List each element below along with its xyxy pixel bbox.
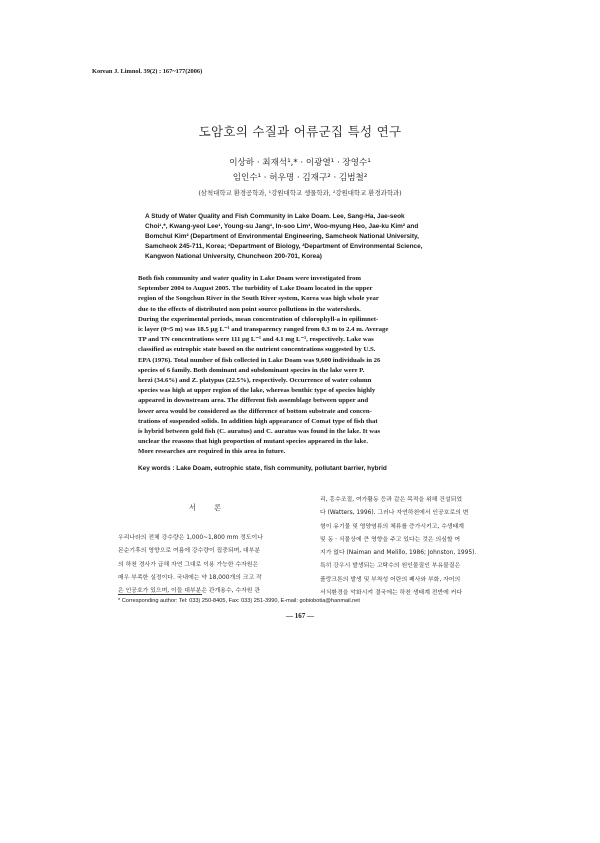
corresponding-author-footnote: * Corresponding author: Tel: 033) 250-8405, Fax: 033) 251-3990, E-mail: gobiobotia@hanmail.net (118, 598, 360, 604)
body-line: 및 동 · 식물상에 큰 영향을 주고 있다는 것은 의심할 여 (320, 536, 461, 543)
body-line: 특히 강우시 발생되는 고탁수의 원인물질인 부유물질은 (320, 563, 461, 570)
abstract-line: species of 6 family. Both dominant and subdominant species in the lake were P. (138, 366, 365, 374)
body-line: 우리나라의 전체 강수량은 1,000~1,800 mm 정도이나 (118, 535, 263, 541)
body-line: 지가 없다 (Naiman and Melillo, 1986; Johnston, 1995). (320, 550, 477, 557)
abstract-line: TP and TN concentrations were 111 μg L⁻¹ and 4.1 mg L⁻¹, respectively. Lake was (138, 336, 374, 344)
abstract-line: More researches are required in this area in future. (138, 448, 286, 456)
abstract-line: lower area would be considered as the difference of bottom substrate and concen- (138, 407, 372, 415)
body-line: 형이 유기물 및 영양염류의 체류를 증가시키고, 수생태계 (320, 523, 464, 530)
keywords: Key words : Lake Doam, eutrophic state, fish community, pollutant barrier, hybrid (138, 465, 387, 472)
affiliation: (삼척대학교 환경공학과, ¹강원대학교 생물학과, ²강원대학교 환경과학과) (198, 189, 402, 197)
body-line: 리, 홍수조절, 여가활동 등과 같은 목적을 위해 건설되었 (320, 497, 463, 503)
abstract-line: Both fish community and water quality in Lake Doam were investigated from (138, 275, 361, 282)
body-line: 플랑크톤의 발생 및 부착성 어란의 폐사와 부화, 자어의 (320, 576, 461, 583)
abstract-line: herzi (34.6%) and Z. platypus (22.5%), respectively. Occurrence of water column (138, 377, 372, 385)
english-header-line: Choi¹,*, Kwang-yeol Lee¹, Young-su Jang¹, In-soo Lim¹, Woo-myung Heo, Jae-ku Kim² and (145, 223, 419, 230)
english-header-line: Samcheok 245-711, Korea; ¹Department of Biology, ²Department of Environmental Science, (145, 243, 423, 250)
paper-title: 도암호의 수질과 어류군집 특성 연구 (198, 124, 402, 139)
body-line: 의 하천 경사가 급해 자연 그대로 이용 가능한 수자원은 (118, 561, 259, 568)
abstract-line: ic layer (0~5 m) was 18.5 μg L⁻¹ and transparency ranged from 0.3 m to 2.4 m. Average (138, 326, 389, 334)
abstract-line: During the experimental periods, mean concentration of chlorophyll-a in epilimnet- (138, 315, 379, 323)
abstract-line: EPA (1976). Total number of fish collected in Lake Doam was 9,600 individuals in 26 (138, 356, 381, 364)
right-column-text (320, 494, 520, 600)
english-title-block (145, 212, 465, 262)
abstract-line: region of the Songchun River in the South River system, Korea was high whole year (138, 295, 379, 303)
author-line-1: 이상하 · 최재석¹,* · 이광열¹ · 장영수¹ (229, 158, 371, 168)
footnote-divider (118, 594, 202, 595)
left-column-text (118, 532, 300, 598)
abstract-line: September 2004 to August 2005. The turbidity of Lake Doam located in the upper (138, 285, 373, 293)
body-line: 다 (Watters, 1996). 그러나 자연하천에서 인공호로의 변 (320, 510, 469, 517)
abstract-line: classified as eutrophic state based on the nutrient concentrations suggested by U.S. (138, 346, 376, 354)
abstract (138, 274, 468, 458)
journal-citation: Korean J. Limnol. 39(2) : 167~177(2006) (92, 68, 203, 75)
abstract-line: due to the effects of distributed non point source pollutions in the watersheds. (138, 305, 361, 313)
english-header-line: Kangwon National University, Chuncheon 200-701, Korea) (145, 253, 322, 260)
abstract-line: appeared in downstream area. The different fish assemblage between upper and (138, 397, 369, 405)
author-line-2: 임인수¹ · 허우명 · 김재구² · 김범철² (232, 173, 368, 183)
body-line: 은 인공호가 있으며, 이들 대부분은 관개용수, 수자원 관 (118, 588, 261, 595)
english-header-line: Bomchul Kim² (Department of Environmental Engineering, Samcheok National University, (145, 233, 419, 240)
page-number: — 167 — (286, 612, 314, 620)
body-line: 매우 부족한 실정이다. 국내에는 약 18,000개의 크고 작 (118, 574, 262, 581)
abstract-line: trations of suspended solids. In addition high appearance of Comat type of fish that (138, 417, 378, 425)
body-line: 서식환경을 악화시켜 결국에는 하천 생태계 전반에 커다 (320, 590, 463, 597)
english-header-line: A Study of Water Quality and Fish Community in Lake Doam. Lee, Sang-Ha, Jae-seok (145, 213, 405, 220)
abstract-line: is hybrid between gold fish (C. auratus) and C. auratus was found in the lake. It was (138, 428, 381, 436)
abstract-line: unclear the reasons that high proportion of mutant species appeared in the lake. (138, 438, 368, 446)
body-line: 몬순기후의 영향으로 여름에 강수량이 집중되며, 대부분 (118, 548, 261, 555)
section-heading-introduction: 서 론 (188, 503, 230, 512)
abstract-line: species was high at upper region of the lake, whereas benthic type of species highly (138, 387, 376, 395)
